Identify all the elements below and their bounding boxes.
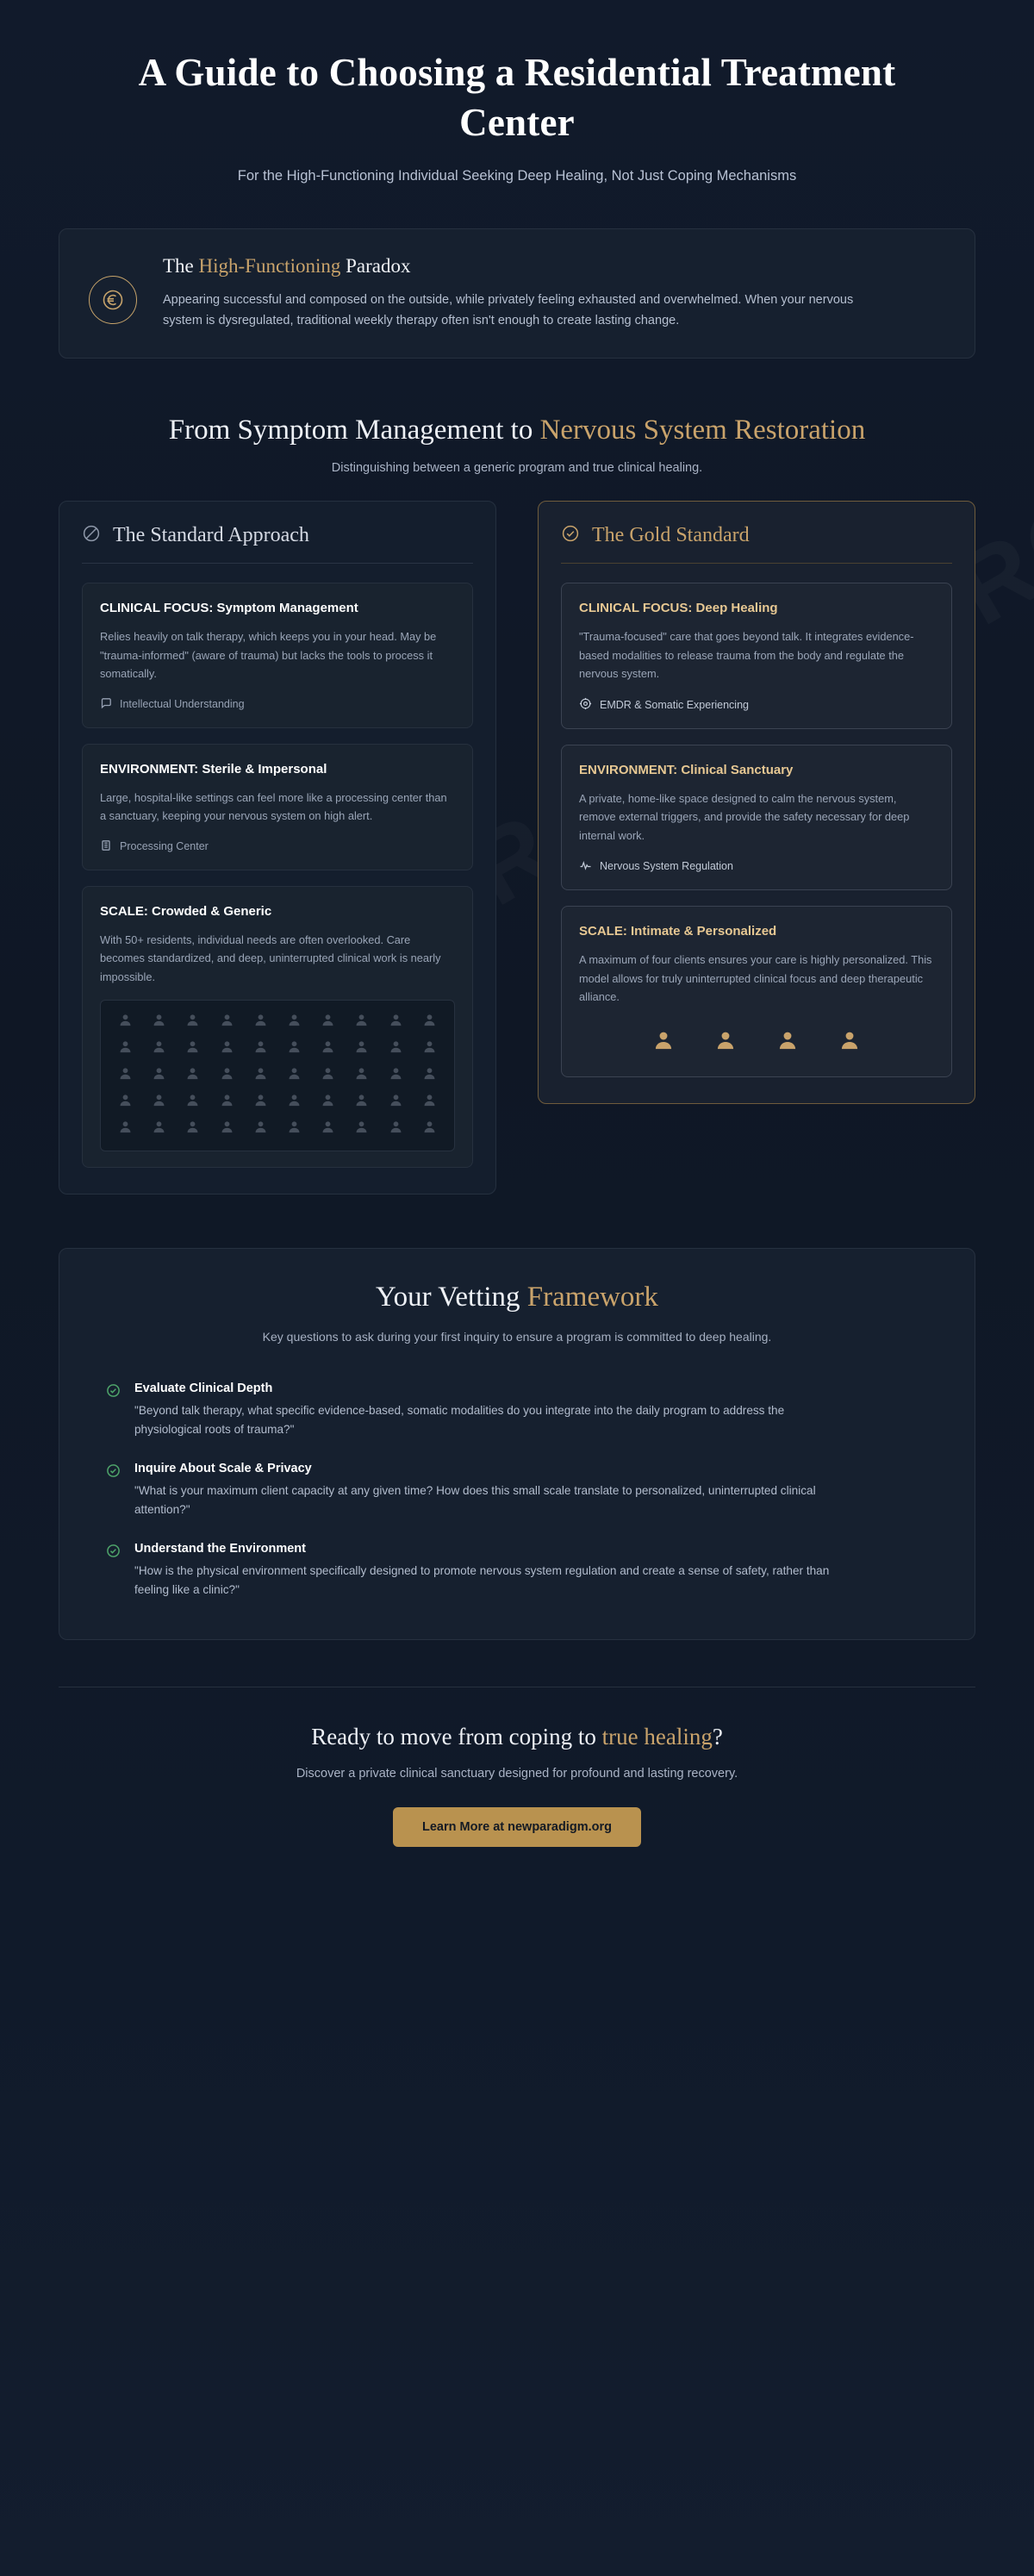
person-icon: [253, 1013, 268, 1032]
person-icon: [422, 1066, 437, 1085]
cta-heading-accent: true healing: [601, 1723, 713, 1750]
person-icon: [354, 1039, 369, 1058]
paradox-title-pre: The: [163, 255, 199, 278]
card-tag-label: Processing Center: [120, 840, 209, 853]
comparison-heading: [95, 412, 939, 450]
card-body: Large, hospital-like settings can feel more like a processing center than a sanctuary, keeping your nervous system on high alert.: [100, 790, 447, 823]
person-icon: [389, 1039, 403, 1058]
person-icon: [422, 1013, 437, 1032]
card-tag-label: Intellectual Understanding: [120, 698, 245, 711]
page-title: A Guide to Choosing a Residential Treatment Center: [138, 51, 896, 144]
person-icon: [253, 1093, 268, 1112]
person-icon: [253, 1039, 268, 1058]
person-icon: [118, 1093, 133, 1112]
card-body: With 50+ residents, individual needs are often overlooked. Care becomes standardized, and deep, uninterrupted clinical work is nearly impossible.: [100, 932, 441, 983]
person-icon: [838, 1029, 861, 1056]
pulse-icon: [579, 858, 592, 874]
check-circle-icon: [106, 1544, 121, 1562]
vetting-heading-accent: Framework: [526, 1282, 658, 1313]
card-tag: [579, 858, 934, 874]
person-icon: [220, 1120, 234, 1138]
vetting-item-title: Inquire About Scale & Privacy: [134, 1461, 312, 1475]
crowd-grid: [100, 1000, 455, 1151]
card-title: SCALE: Crowded & Generic: [100, 903, 272, 919]
person-icon: [118, 1013, 133, 1032]
cta-body: Discover a private clinical sanctuary designed for profound and lasting recovery.: [296, 1766, 738, 1781]
standard-card-clinical-focus: [82, 583, 473, 727]
target-icon: [579, 697, 592, 713]
standard-column-header: [82, 524, 473, 564]
standard-card-environment: [82, 744, 473, 870]
gold-card-scale: [561, 906, 952, 1076]
vetting-item-title: Evaluate Clinical Depth: [134, 1381, 273, 1395]
vetting-question-list: [106, 1382, 928, 1600]
person-icon: [287, 1066, 302, 1085]
person-icon: [220, 1066, 234, 1085]
vetting-item-question: "Beyond talk therapy, what specific evidence-based, somatic modalities do you integrate into the daily program to address the physiological roots of trauma?": [134, 1403, 785, 1436]
call-to-action: [59, 1687, 975, 1899]
person-icon: [185, 1093, 200, 1112]
person-icon: [287, 1013, 302, 1032]
check-circle-icon: [106, 1383, 121, 1402]
card-title: CLINICAL FOCUS: Deep Healing: [579, 601, 778, 616]
person-icon: [354, 1093, 369, 1112]
paradox-title-post: Paradox: [340, 255, 411, 278]
cta-heading-pre: Ready to move from coping to: [311, 1723, 602, 1750]
person-icon: [152, 1066, 166, 1085]
comparison-heading-pre: From Symptom Management to: [168, 414, 540, 446]
gold-card-environment: [561, 745, 952, 890]
standard-column-title: The Standard Approach: [113, 524, 309, 547]
paradox-title: [163, 255, 887, 278]
card-title: ENVIRONMENT: Sterile & Impersonal: [100, 761, 327, 777]
person-icon: [152, 1120, 166, 1138]
card-title: ENVIRONMENT: Clinical Sanctuary: [579, 762, 794, 777]
vetting-subheading: Key questions to ask during your first inquiry to ensure a program is committed to deep healing.: [262, 1330, 772, 1344]
person-icon: [354, 1120, 369, 1138]
learn-more-button[interactable]: Learn More at newparadigm.org: [393, 1807, 641, 1847]
person-icon: [185, 1039, 200, 1058]
card-title: CLINICAL FOCUS: Symptom Management: [100, 601, 358, 616]
building-icon: [100, 839, 112, 854]
card-tag-label: Nervous System Regulation: [600, 860, 733, 873]
vetting-item: [106, 1542, 928, 1600]
comparison-section-heading: [59, 412, 975, 476]
card-title: SCALE: Intimate & Personalized: [579, 924, 777, 939]
person-icon: [118, 1120, 133, 1138]
person-icon: [321, 1013, 335, 1032]
card-body: A private, home-like space designed to calm the nervous system, remove external triggers, and provide the safety necessary for deep internal work.: [579, 791, 910, 842]
person-icon: [287, 1093, 302, 1112]
vetting-item-question: "How is the physical environment specifically designed to promote nervous system regulation and create a sense of safety, rather than feeling like a clinic?": [134, 1563, 830, 1596]
standard-card-scale: [82, 886, 473, 1168]
person-icon: [389, 1013, 403, 1032]
person-icon: [185, 1120, 200, 1138]
person-icon: [118, 1039, 133, 1058]
person-icon: [185, 1066, 200, 1085]
person-icon: [422, 1039, 437, 1058]
card-body: A maximum of four clients ensures your care is highly personalized. This model allows for truly uninterrupted clinical focus and deep therapeutic alliance.: [579, 953, 932, 1004]
card-tag-label: EMDR & Somatic Experiencing: [600, 698, 749, 711]
person-icon: [354, 1066, 369, 1085]
vetting-heading-pre: Your Vetting: [376, 1282, 527, 1313]
gold-column-header: [561, 524, 952, 564]
person-icon: [220, 1013, 234, 1032]
person-icon: [220, 1039, 234, 1058]
person-icon: [389, 1120, 403, 1138]
person-icon: [152, 1039, 166, 1058]
vetting-item-title: Understand the Environment: [134, 1541, 306, 1556]
page-subtitle: For the High-Functioning Individual Seeking Deep Healing, Not Just Coping Mechanisms: [237, 168, 797, 184]
people-row: [579, 1029, 934, 1061]
person-icon: [321, 1066, 335, 1085]
comparison-columns: [59, 501, 975, 1194]
check-circle-icon: [561, 524, 580, 547]
person-icon: [389, 1093, 403, 1112]
euro-coin-icon: [89, 276, 137, 324]
comparison-heading-accent: Nervous System Restoration: [539, 414, 866, 446]
vetting-item: [106, 1462, 928, 1519]
vetting-item: [106, 1382, 928, 1439]
vetting-heading: [106, 1282, 928, 1313]
person-icon: [321, 1120, 335, 1138]
paradox-body-text: Appearing successful and composed on the outside, while privately feeling exhausted and overwhelmed. When your nervous system is dysregulated, traditional weekly therapy often isn't enough to create lasting change.: [163, 293, 854, 328]
person-icon: [321, 1039, 335, 1058]
person-icon: [422, 1120, 437, 1138]
card-body: Relies heavily on talk therapy, which keeps you in your head. May be "trauma-informed" (aware of trauma) but lacks the tools to process it somatically.: [100, 630, 437, 681]
cta-heading-post: ?: [712, 1723, 723, 1750]
person-icon: [287, 1120, 302, 1138]
gold-standard-column: [538, 501, 975, 1103]
person-icon: [776, 1029, 799, 1056]
person-icon: [287, 1039, 302, 1058]
standard-approach-column: [59, 501, 496, 1194]
slash-circle-icon: [82, 524, 101, 547]
vetting-item-question: "What is your maximum client capacity at any given time? How does this small scale translate to personalized, uninterrupted clinical attention?": [134, 1483, 816, 1516]
comparison-subheading: Distinguishing between a generic program and true clinical healing.: [331, 461, 703, 476]
card-tag: [100, 839, 455, 854]
person-icon: [354, 1013, 369, 1032]
person-icon: [253, 1120, 268, 1138]
card-body: "Trauma-focused" care that goes beyond talk. It integrates evidence-based modalities to release trauma from the body and regulate the nervous system.: [579, 630, 914, 681]
person-icon: [652, 1029, 675, 1056]
person-icon: [152, 1013, 166, 1032]
person-icon: [152, 1093, 166, 1112]
paradox-title-accent: High-Functioning: [198, 255, 341, 278]
gold-column-title: The Gold Standard: [592, 524, 750, 547]
page-header: [59, 0, 975, 187]
person-icon: [422, 1093, 437, 1112]
person-icon: [321, 1093, 335, 1112]
person-icon: [118, 1066, 133, 1085]
paradox-callout: [59, 228, 975, 359]
person-icon: [389, 1066, 403, 1085]
person-icon: [253, 1066, 268, 1085]
cta-heading: [59, 1724, 975, 1750]
gold-card-clinical-focus: [561, 583, 952, 728]
person-icon: [714, 1029, 737, 1056]
vetting-framework-section: [59, 1248, 975, 1639]
check-circle-icon: [106, 1463, 121, 1482]
card-tag: [579, 697, 934, 713]
person-icon: [185, 1013, 200, 1032]
person-icon: [220, 1093, 234, 1112]
card-tag: [100, 697, 455, 712]
speech-bubble-icon: [100, 697, 112, 712]
